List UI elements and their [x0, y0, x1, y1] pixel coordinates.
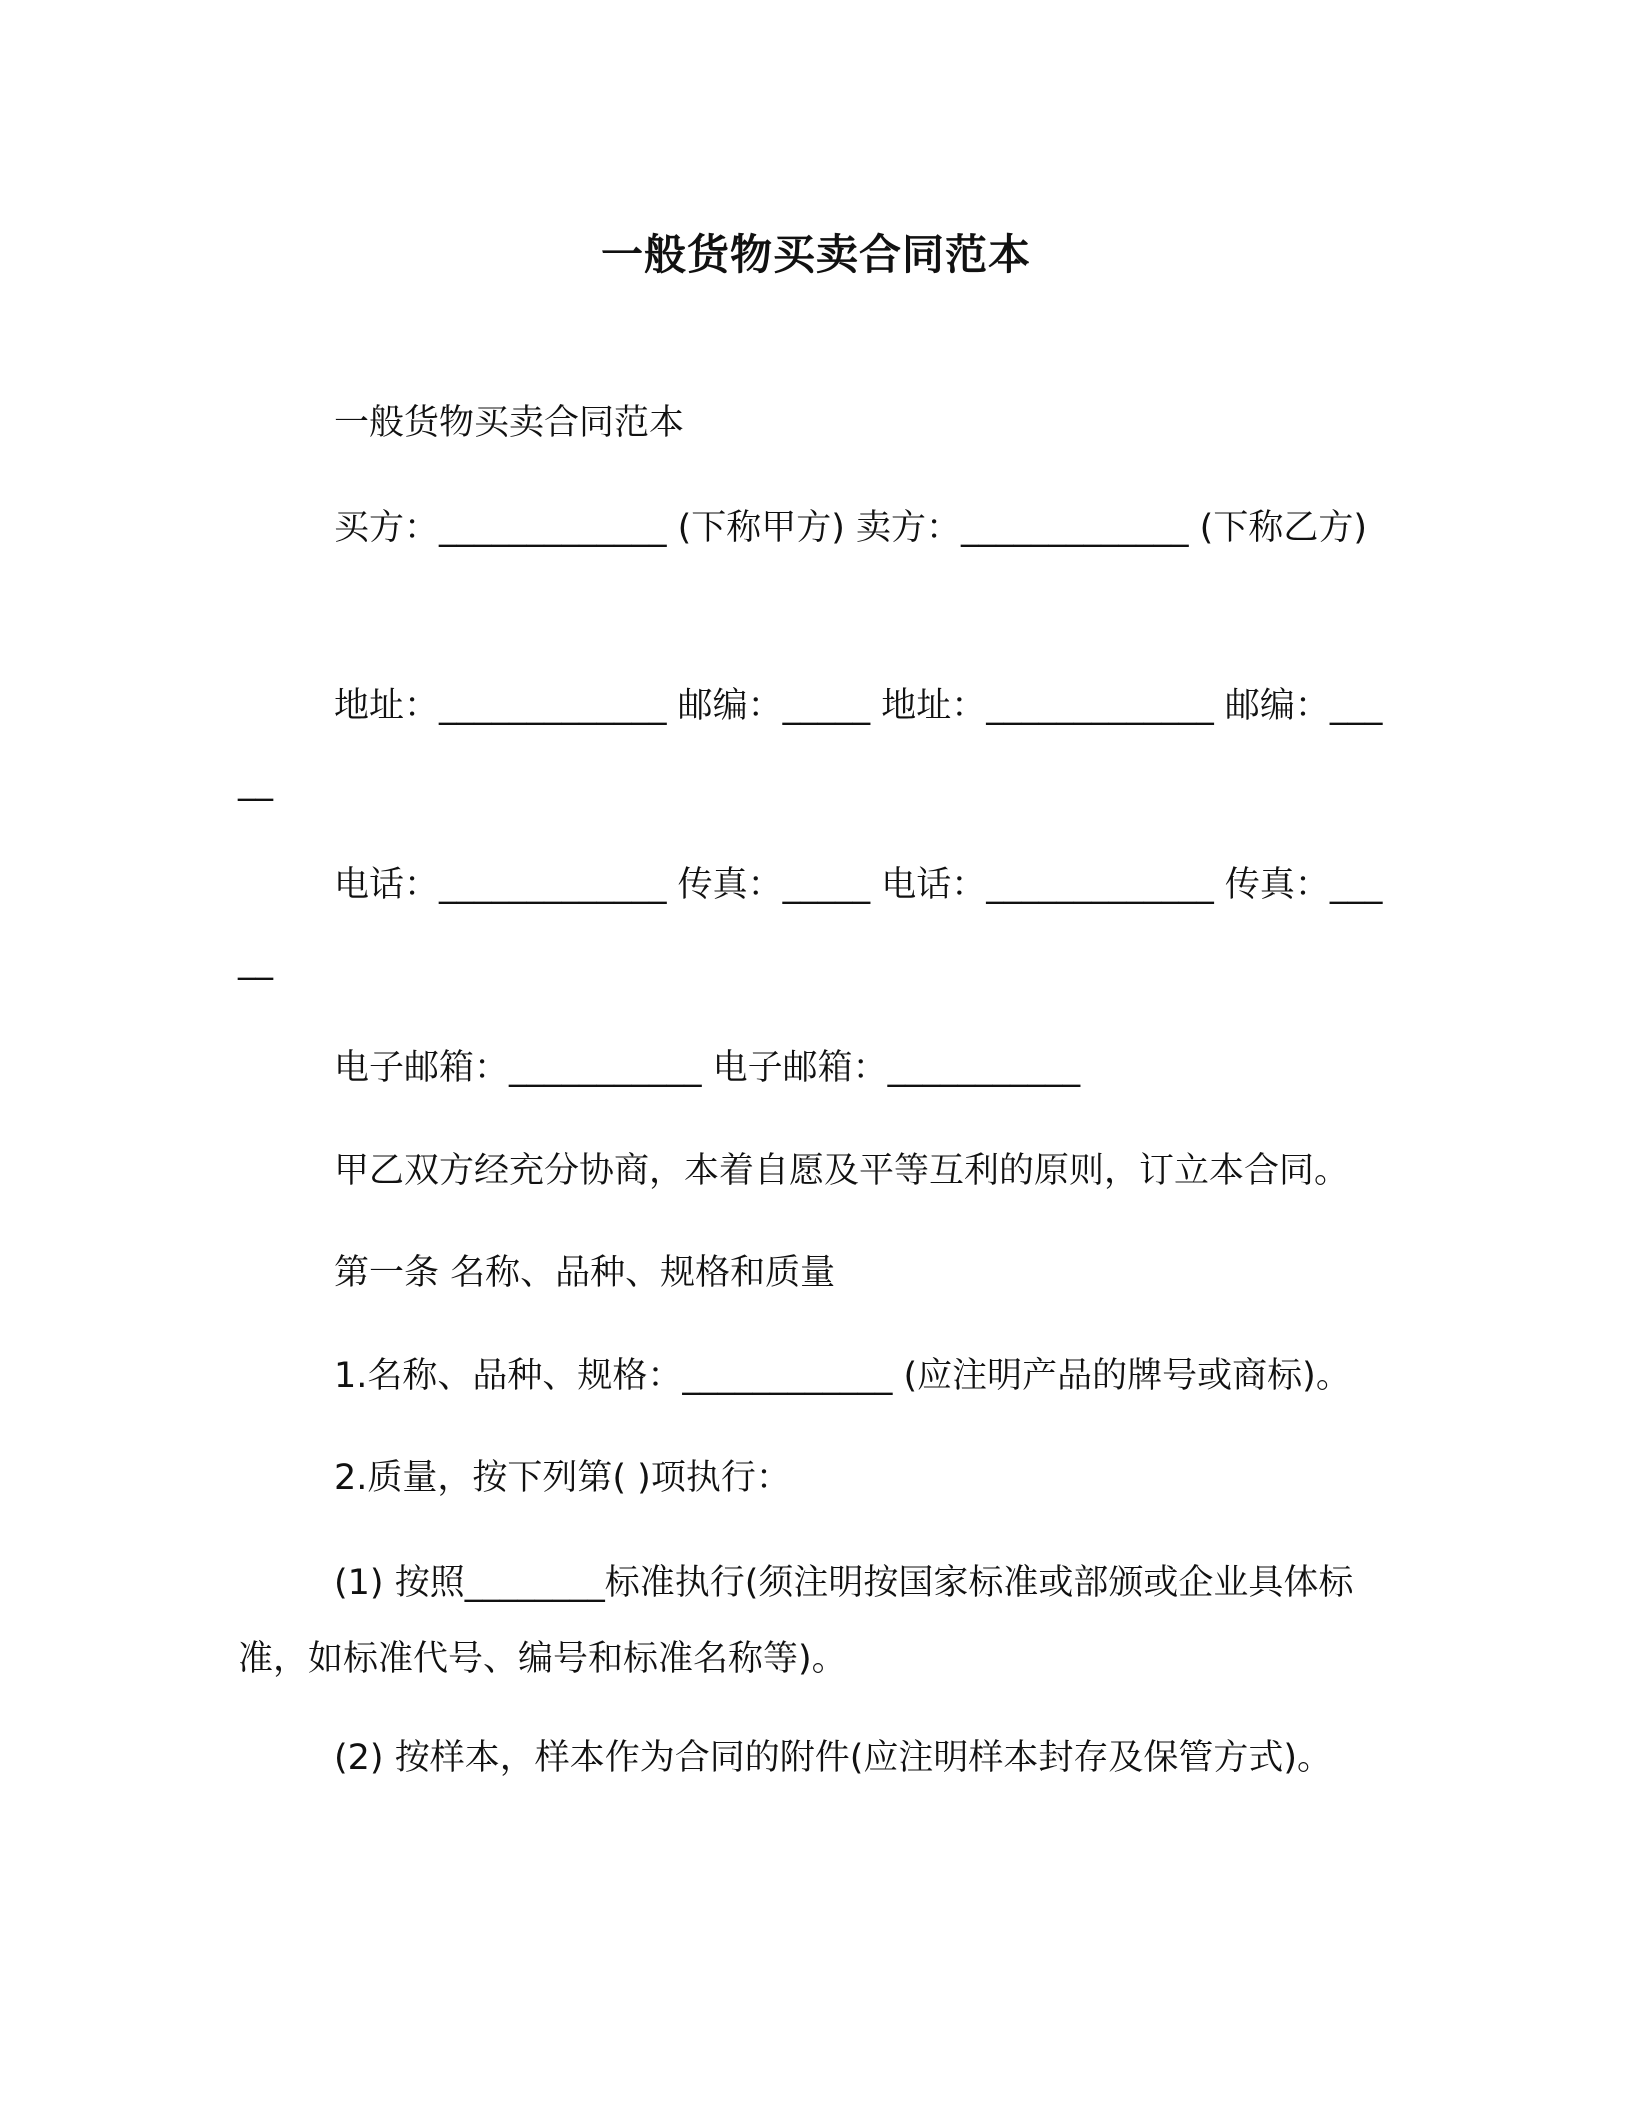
document-title: 一般货物买卖合同范本	[600, 230, 1031, 279]
paragraph-standard: (1) 按照________标准执行(须注明按国家标准或部颁或企业具体标准，如标准代号、编号和标准名称等)。	[238, 1563, 1354, 1679]
paragraph-parties: 买方：_____________ (下称甲方) 卖方：_____________ (下称乙方)	[334, 508, 1367, 548]
paragraph-address: 地址：_____________ 邮编：_____ 地址：_____________ 邮编：_____	[238, 686, 1383, 802]
paragraph-phone: 电话：_____________ 传真：_____ 电话：_____________ 传真：_____	[238, 865, 1383, 981]
paragraph-quality: 2.质量，按下列第( )项执行：	[334, 1458, 791, 1498]
paragraph-heading: 一般货物买卖合同范本	[334, 403, 685, 443]
paragraph-sample: (2) 按样本，样本作为合同的附件(应注明样本封存及保管方式)。	[334, 1738, 1333, 1778]
paragraph-agreement: 甲乙双方经充分协商，本着自愿及平等互利的原则，订立本合同。	[334, 1151, 1350, 1191]
paragraph-name-spec: 1.名称、品种、规格：____________ (应注明产品的牌号或商标)。	[334, 1356, 1351, 1396]
paragraph-email: 电子邮箱：___________ 电子邮箱：___________	[334, 1048, 1081, 1088]
paragraph-article-one: 第一条 名称、品种、规格和质量	[334, 1253, 836, 1293]
